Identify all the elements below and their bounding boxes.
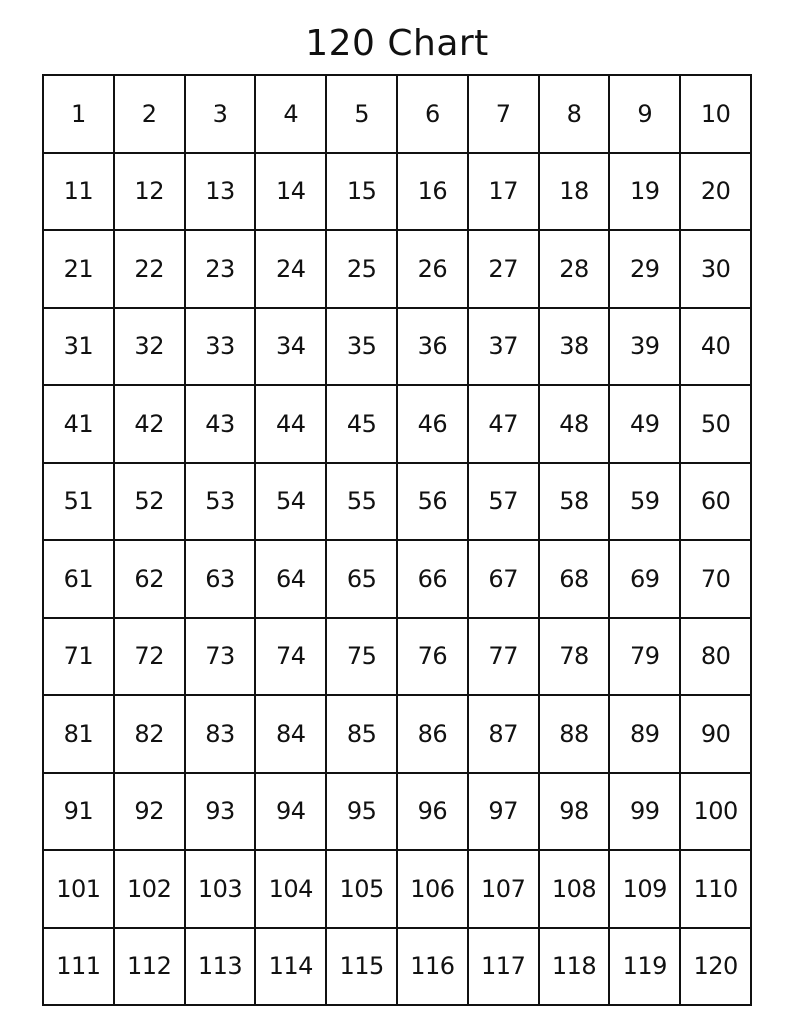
number-cell: 60 bbox=[681, 464, 752, 542]
number-cell: 100 bbox=[681, 774, 752, 852]
number-cell: 75 bbox=[327, 619, 398, 697]
number-cell: 86 bbox=[398, 696, 469, 774]
number-cell: 94 bbox=[256, 774, 327, 852]
number-cell: 93 bbox=[186, 774, 257, 852]
number-cell: 73 bbox=[186, 619, 257, 697]
number-cell: 87 bbox=[469, 696, 540, 774]
number-cell: 119 bbox=[610, 929, 681, 1007]
number-cell: 76 bbox=[398, 619, 469, 697]
number-cell: 11 bbox=[44, 154, 115, 232]
number-cell: 9 bbox=[610, 76, 681, 154]
number-cell: 74 bbox=[256, 619, 327, 697]
number-cell: 89 bbox=[610, 696, 681, 774]
number-cell: 14 bbox=[256, 154, 327, 232]
number-cell: 88 bbox=[540, 696, 611, 774]
number-cell: 117 bbox=[469, 929, 540, 1007]
number-cell: 92 bbox=[115, 774, 186, 852]
number-cell: 118 bbox=[540, 929, 611, 1007]
number-cell: 116 bbox=[398, 929, 469, 1007]
number-cell: 84 bbox=[256, 696, 327, 774]
number-cell: 43 bbox=[186, 386, 257, 464]
number-cell: 110 bbox=[681, 851, 752, 929]
number-cell: 111 bbox=[44, 929, 115, 1007]
number-cell: 78 bbox=[540, 619, 611, 697]
number-cell: 90 bbox=[681, 696, 752, 774]
number-grid bbox=[42, 74, 752, 1006]
number-cell: 45 bbox=[327, 386, 398, 464]
number-cell: 42 bbox=[115, 386, 186, 464]
number-cell: 57 bbox=[469, 464, 540, 542]
number-cell: 51 bbox=[44, 464, 115, 542]
number-cell: 63 bbox=[186, 541, 257, 619]
number-cell: 48 bbox=[540, 386, 611, 464]
number-cell: 39 bbox=[610, 309, 681, 387]
number-cell: 67 bbox=[469, 541, 540, 619]
number-cell: 20 bbox=[681, 154, 752, 232]
number-cell: 35 bbox=[327, 309, 398, 387]
number-cell: 46 bbox=[398, 386, 469, 464]
number-cell: 52 bbox=[115, 464, 186, 542]
number-cell: 50 bbox=[681, 386, 752, 464]
number-cell: 98 bbox=[540, 774, 611, 852]
number-cell: 4 bbox=[256, 76, 327, 154]
number-cell: 108 bbox=[540, 851, 611, 929]
number-cell: 36 bbox=[398, 309, 469, 387]
number-cell: 83 bbox=[186, 696, 257, 774]
number-cell: 66 bbox=[398, 541, 469, 619]
number-cell: 61 bbox=[44, 541, 115, 619]
number-cell: 99 bbox=[610, 774, 681, 852]
number-cell: 15 bbox=[327, 154, 398, 232]
number-cell: 47 bbox=[469, 386, 540, 464]
number-cell: 96 bbox=[398, 774, 469, 852]
number-cell: 114 bbox=[256, 929, 327, 1007]
number-cell: 113 bbox=[186, 929, 257, 1007]
number-cell: 12 bbox=[115, 154, 186, 232]
number-cell: 38 bbox=[540, 309, 611, 387]
number-cell: 77 bbox=[469, 619, 540, 697]
number-cell: 95 bbox=[327, 774, 398, 852]
number-cell: 54 bbox=[256, 464, 327, 542]
number-cell: 27 bbox=[469, 231, 540, 309]
number-cell: 21 bbox=[44, 231, 115, 309]
number-cell: 31 bbox=[44, 309, 115, 387]
number-cell: 10 bbox=[681, 76, 752, 154]
number-cell: 64 bbox=[256, 541, 327, 619]
number-cell: 70 bbox=[681, 541, 752, 619]
number-cell: 1 bbox=[44, 76, 115, 154]
number-cell: 109 bbox=[610, 851, 681, 929]
page-title: 120 Chart bbox=[305, 23, 489, 64]
number-cell: 19 bbox=[610, 154, 681, 232]
number-cell: 62 bbox=[115, 541, 186, 619]
number-cell: 37 bbox=[469, 309, 540, 387]
number-cell: 103 bbox=[186, 851, 257, 929]
number-cell: 7 bbox=[469, 76, 540, 154]
number-cell: 8 bbox=[540, 76, 611, 154]
number-cell: 72 bbox=[115, 619, 186, 697]
number-cell: 25 bbox=[327, 231, 398, 309]
number-cell: 44 bbox=[256, 386, 327, 464]
number-cell: 105 bbox=[327, 851, 398, 929]
number-cell: 101 bbox=[44, 851, 115, 929]
number-cell: 32 bbox=[115, 309, 186, 387]
number-cell: 112 bbox=[115, 929, 186, 1007]
number-cell: 13 bbox=[186, 154, 257, 232]
number-cell: 56 bbox=[398, 464, 469, 542]
number-cell: 97 bbox=[469, 774, 540, 852]
number-cell: 91 bbox=[44, 774, 115, 852]
number-cell: 58 bbox=[540, 464, 611, 542]
number-cell: 29 bbox=[610, 231, 681, 309]
number-cell: 30 bbox=[681, 231, 752, 309]
number-cell: 115 bbox=[327, 929, 398, 1007]
number-cell: 41 bbox=[44, 386, 115, 464]
number-cell: 16 bbox=[398, 154, 469, 232]
number-cell: 5 bbox=[327, 76, 398, 154]
number-cell: 82 bbox=[115, 696, 186, 774]
number-cell: 6 bbox=[398, 76, 469, 154]
number-cell: 18 bbox=[540, 154, 611, 232]
number-cell: 33 bbox=[186, 309, 257, 387]
number-cell: 26 bbox=[398, 231, 469, 309]
number-cell: 53 bbox=[186, 464, 257, 542]
number-cell: 71 bbox=[44, 619, 115, 697]
number-cell: 59 bbox=[610, 464, 681, 542]
number-cell: 17 bbox=[469, 154, 540, 232]
number-cell: 65 bbox=[327, 541, 398, 619]
number-cell: 102 bbox=[115, 851, 186, 929]
number-cell: 68 bbox=[540, 541, 611, 619]
number-cell: 34 bbox=[256, 309, 327, 387]
number-cell: 79 bbox=[610, 619, 681, 697]
number-cell: 2 bbox=[115, 76, 186, 154]
number-cell: 106 bbox=[398, 851, 469, 929]
number-cell: 81 bbox=[44, 696, 115, 774]
number-cell: 120 bbox=[681, 929, 752, 1007]
number-cell: 49 bbox=[610, 386, 681, 464]
number-cell: 3 bbox=[186, 76, 257, 154]
number-cell: 22 bbox=[115, 231, 186, 309]
number-cell: 69 bbox=[610, 541, 681, 619]
number-cell: 24 bbox=[256, 231, 327, 309]
number-cell: 104 bbox=[256, 851, 327, 929]
number-cell: 23 bbox=[186, 231, 257, 309]
number-cell: 28 bbox=[540, 231, 611, 309]
number-cell: 55 bbox=[327, 464, 398, 542]
number-cell: 80 bbox=[681, 619, 752, 697]
number-cell: 40 bbox=[681, 309, 752, 387]
number-cell: 107 bbox=[469, 851, 540, 929]
number-cell: 85 bbox=[327, 696, 398, 774]
